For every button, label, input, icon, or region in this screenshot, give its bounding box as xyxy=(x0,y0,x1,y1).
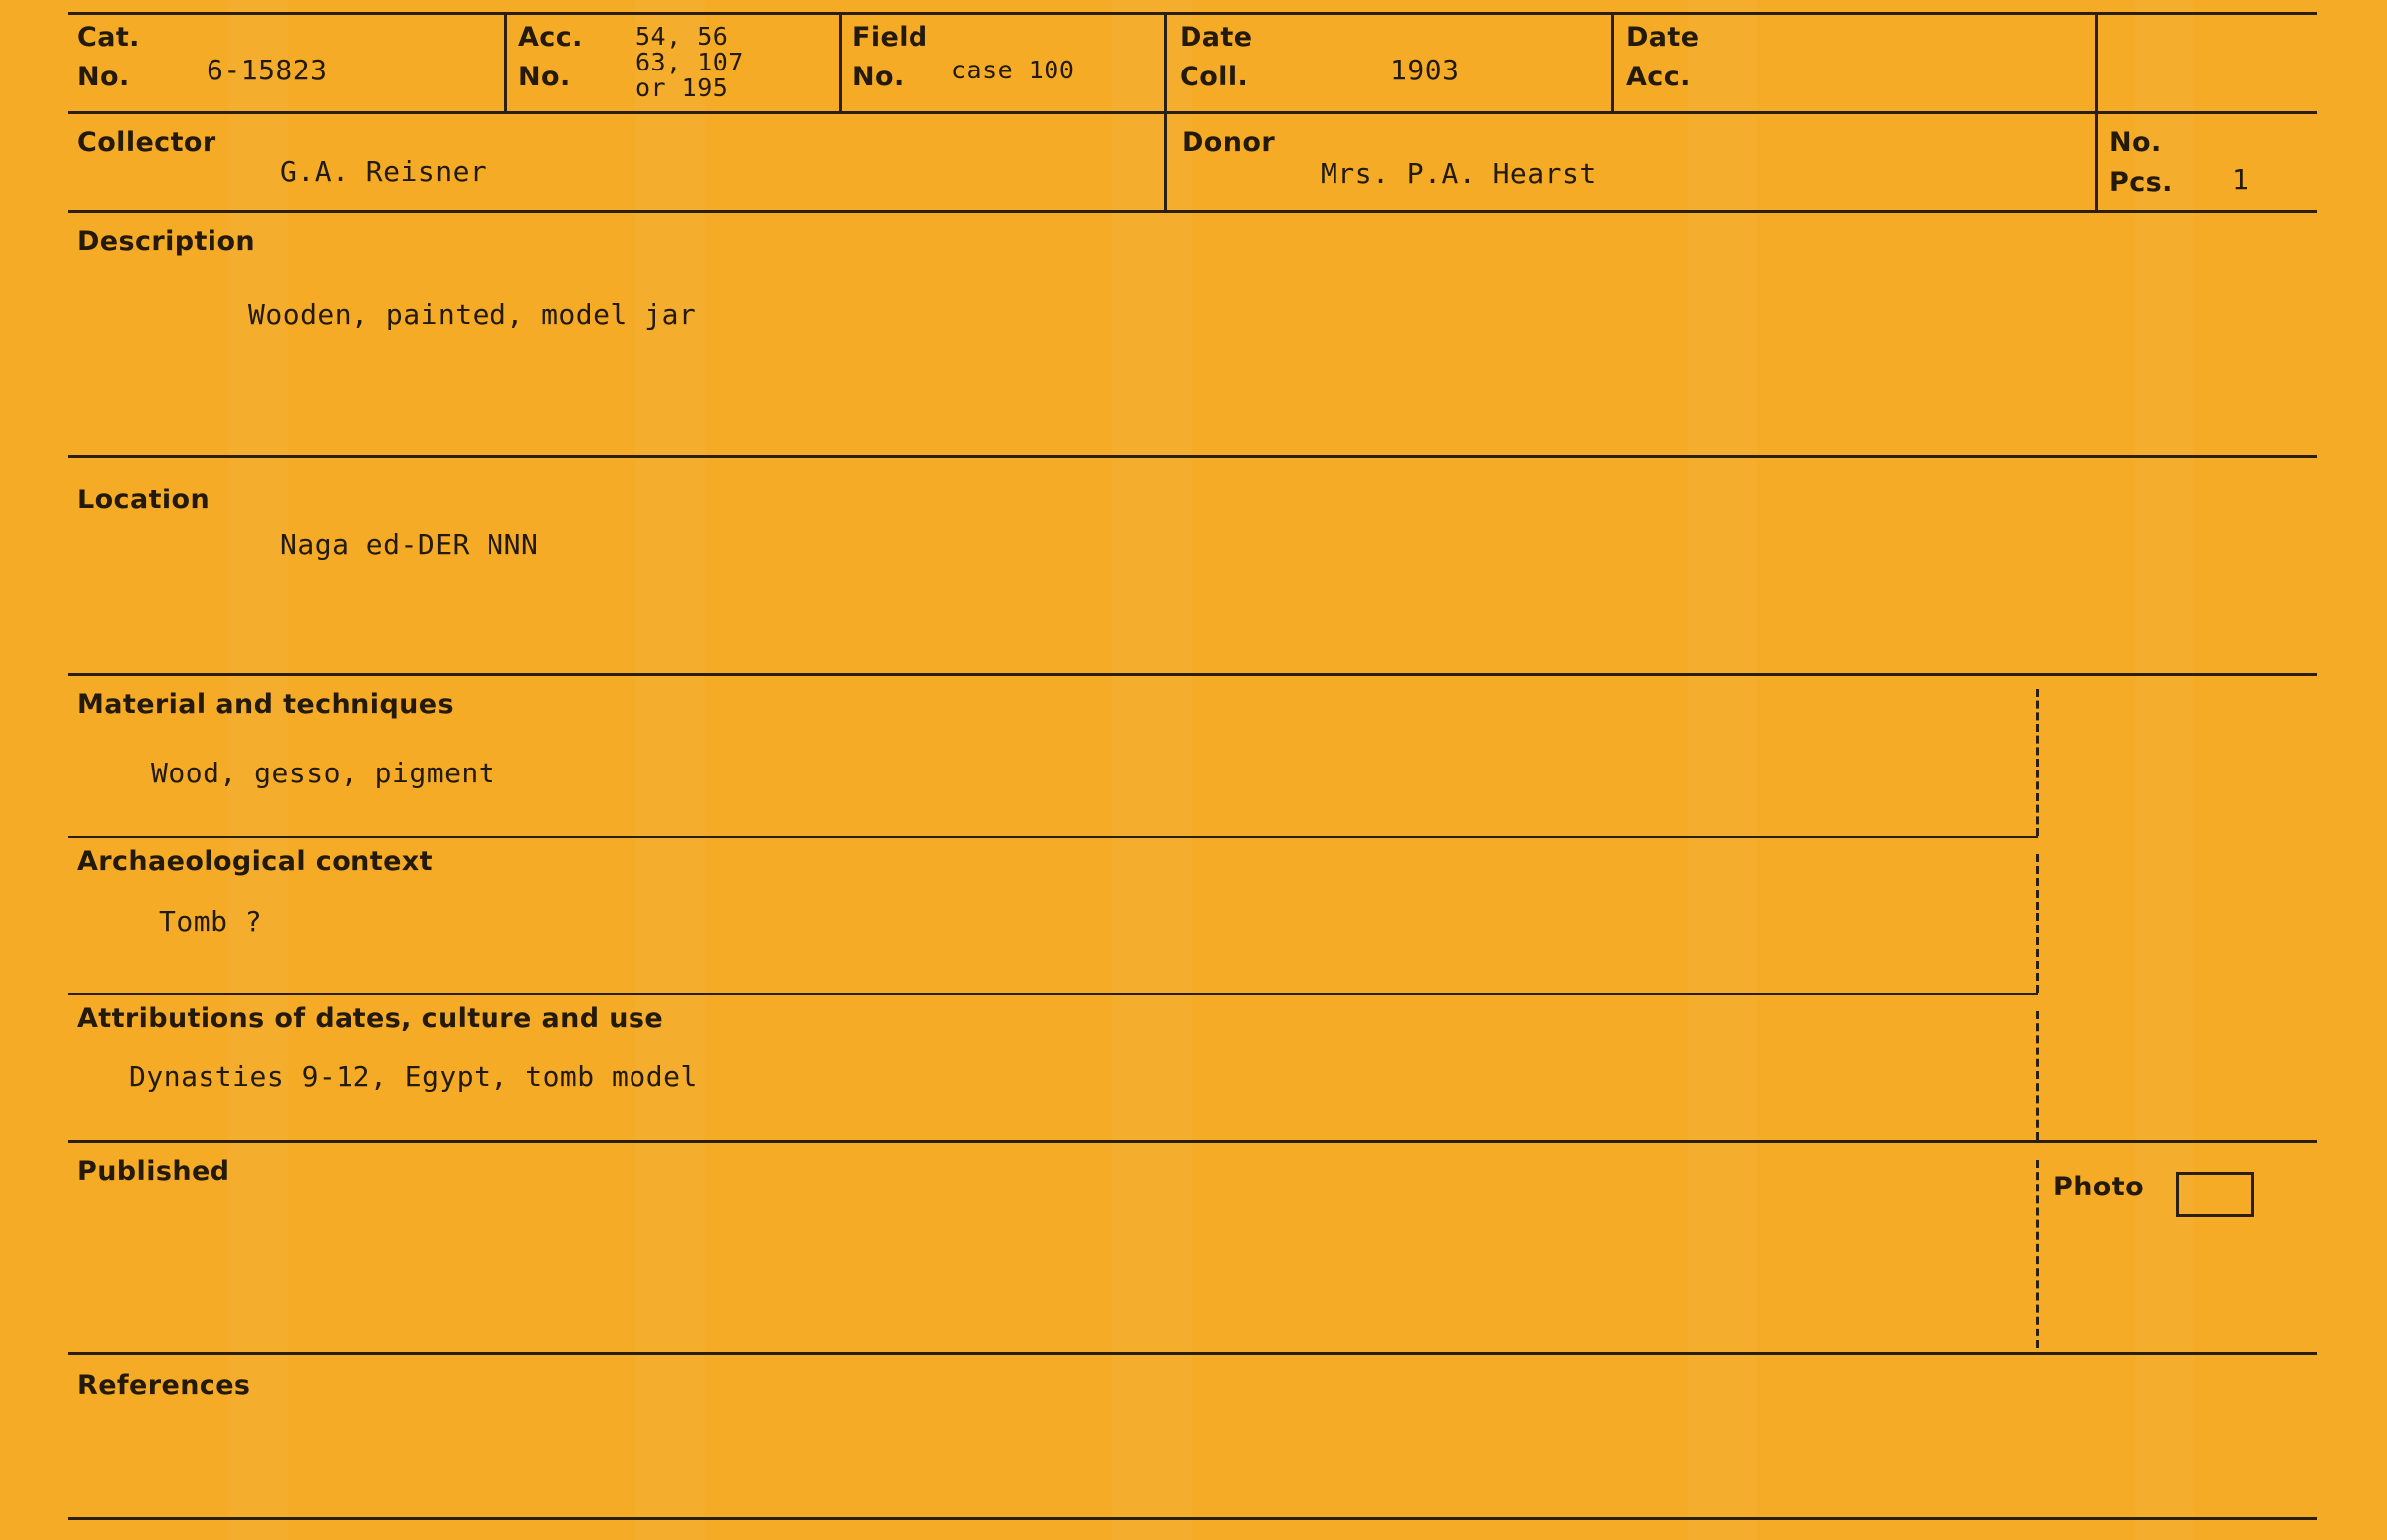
no-pcs-label-line1: No. xyxy=(2109,127,2162,158)
date-acc-label-line1: Date xyxy=(1626,22,1700,53)
divider-accno-fieldno xyxy=(839,12,842,111)
date-coll-label-line1: Date xyxy=(1180,22,1253,53)
field-no-label-line1: Field xyxy=(852,22,928,53)
archaeological-context-label: Archaeological context xyxy=(77,846,433,877)
cat-no-label-line1: Cat. xyxy=(77,22,140,53)
dashed-divider-context xyxy=(2036,854,2039,993)
dashed-divider-attributions xyxy=(2036,1011,2039,1140)
rule-top xyxy=(68,12,2317,15)
rule-under-collector xyxy=(68,210,2317,213)
acc-no-value-line3: or 195 xyxy=(635,73,729,102)
archaeological-context-value: Tomb ? xyxy=(159,906,263,938)
donor-value: Mrs. P.A. Hearst xyxy=(1321,157,1597,190)
rule-under-material xyxy=(68,836,2038,838)
date-acc-label-line2: Acc. xyxy=(1626,62,1691,92)
acc-no-value-line2: 63, 107 xyxy=(635,48,744,76)
collector-value: G.A. Reisner xyxy=(280,155,488,188)
divider-catno-accno xyxy=(504,12,507,111)
no-pcs-value: 1 xyxy=(2232,163,2250,196)
rule-bottom xyxy=(68,1517,2317,1520)
scan-band xyxy=(635,0,705,1540)
location-value: Naga ed-DER NNN xyxy=(280,528,539,561)
photo-checkbox[interactable] xyxy=(2176,1172,2254,1217)
rule-under-attributions xyxy=(68,1140,2317,1143)
date-coll-label-line2: Coll. xyxy=(1180,62,1249,92)
material-label: Material and techniques xyxy=(77,689,454,720)
location-label: Location xyxy=(77,485,211,515)
rule-under-location xyxy=(68,673,2317,676)
scan-band xyxy=(2135,0,2194,1540)
scan-band xyxy=(1112,0,1192,1540)
field-no-label-line2: No. xyxy=(852,62,905,92)
rule-under-idrow xyxy=(68,111,2317,114)
description-label: Description xyxy=(77,226,256,257)
dashed-divider-material xyxy=(2036,689,2039,836)
divider-fieldno-datecoll xyxy=(1164,12,1167,111)
material-value: Wood, gesso, pigment xyxy=(151,757,496,789)
cat-no-label-line2: No. xyxy=(77,62,130,92)
description-value: Wooden, painted, model jar xyxy=(248,298,697,331)
divider-datecoll-dateacc xyxy=(1611,12,1614,111)
scan-band xyxy=(1688,0,1757,1540)
divider-collector-donor xyxy=(1164,111,1167,210)
rule-under-context xyxy=(68,993,2038,995)
attributions-value: Dynasties 9-12, Egypt, tomb model xyxy=(129,1060,698,1093)
acc-no-value-line1: 54, 56 xyxy=(635,22,729,51)
acc-no-label-line1: Acc. xyxy=(518,22,583,53)
field-no-value: case 100 xyxy=(951,56,1075,84)
rule-under-published xyxy=(68,1352,2317,1355)
date-coll-value: 1903 xyxy=(1390,54,1460,86)
photo-label: Photo xyxy=(2053,1172,2145,1202)
collector-label: Collector xyxy=(77,127,216,158)
divider-dateacc-right xyxy=(2095,12,2098,111)
cat-no-value: 6-15823 xyxy=(207,54,328,86)
acc-no-label-line2: No. xyxy=(518,62,571,92)
published-label: Published xyxy=(77,1156,230,1187)
donor-label: Donor xyxy=(1182,127,1276,158)
references-label: References xyxy=(77,1370,251,1401)
dashed-divider-published xyxy=(2036,1160,2039,1348)
no-pcs-label-line2: Pcs. xyxy=(2109,167,2173,198)
rule-under-description xyxy=(68,455,2317,458)
attributions-label: Attributions of dates, culture and use xyxy=(77,1003,664,1034)
divider-donor-pcs xyxy=(2095,111,2098,210)
